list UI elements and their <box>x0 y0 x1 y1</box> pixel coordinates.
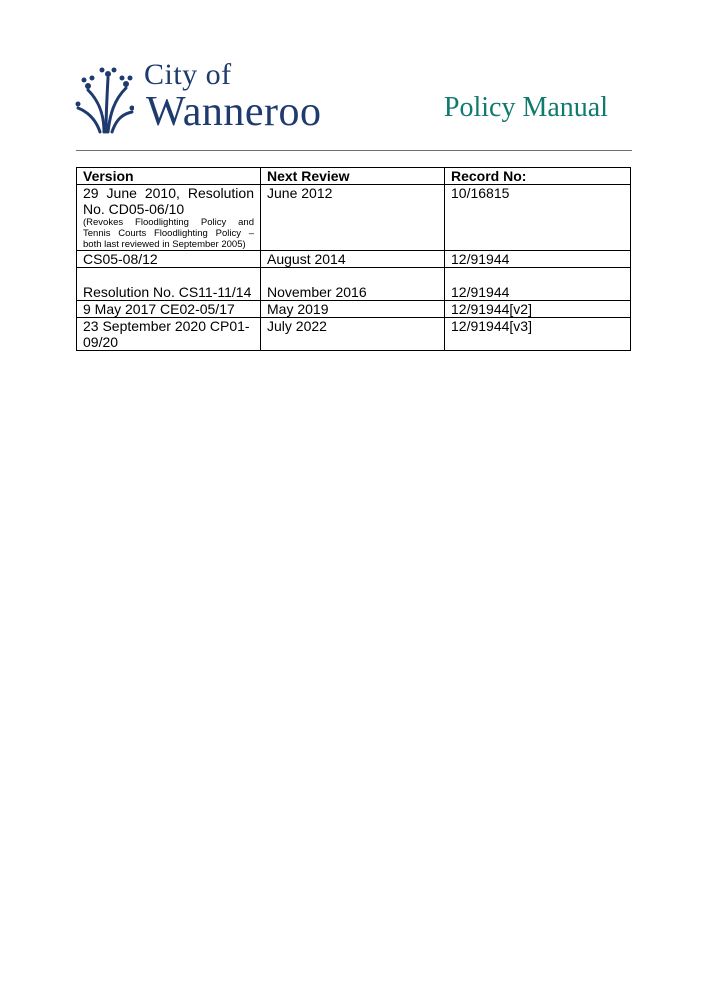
header-divider <box>76 150 632 151</box>
version-cell: CS05-08/12 <box>77 251 261 268</box>
next-review-cell: July 2022 <box>261 318 445 351</box>
table-row <box>77 268 631 301</box>
column-header-next-review: Next Review <box>261 168 445 185</box>
record-cell <box>445 268 631 301</box>
version-table <box>76 167 631 351</box>
page-title: Policy Manual <box>443 92 608 123</box>
city-logo <box>74 58 324 136</box>
next-review-cell: August 2014 <box>261 251 445 268</box>
column-header-version: Version <box>77 168 261 185</box>
next-review-cell: June 2012 <box>261 185 445 251</box>
record-text: 12/91944 <box>451 284 510 300</box>
version-text: Resolution No. CS11-11/14 <box>83 284 252 300</box>
record-cell: 12/91944[v3] <box>445 318 631 351</box>
table-row <box>77 301 631 318</box>
next-review-cell <box>261 268 445 301</box>
version-cell <box>77 185 261 251</box>
next-review-cell: May 2019 <box>261 301 445 318</box>
table-header-row <box>77 168 631 185</box>
version-text: 29 June 2010, Resolution No. CD05-06/10 <box>83 185 254 217</box>
logo-city-text: City of <box>144 58 232 91</box>
logo-wanneroo-text: Wanneroo <box>146 89 322 135</box>
table-row <box>77 251 631 268</box>
column-header-record: Record No: <box>445 168 631 185</box>
version-cell: 9 May 2017 CE02-05/17 <box>77 301 261 318</box>
version-cell: 23 September 2020 CP01-09/20 <box>77 318 261 351</box>
version-cell <box>77 268 261 301</box>
record-cell: 10/16815 <box>445 185 631 251</box>
record-cell: 12/91944[v2] <box>445 301 631 318</box>
table-row <box>77 185 631 251</box>
table-row <box>77 318 631 351</box>
next-review-text: November 2016 <box>267 284 367 300</box>
kangaroo-paw-icon <box>74 66 134 134</box>
revocation-note: (Revokes Floodlighting Policy and Tennis Courts Floodlighting Policy – both last reviewed in September 2005) <box>83 217 254 250</box>
record-cell: 12/91944 <box>445 251 631 268</box>
